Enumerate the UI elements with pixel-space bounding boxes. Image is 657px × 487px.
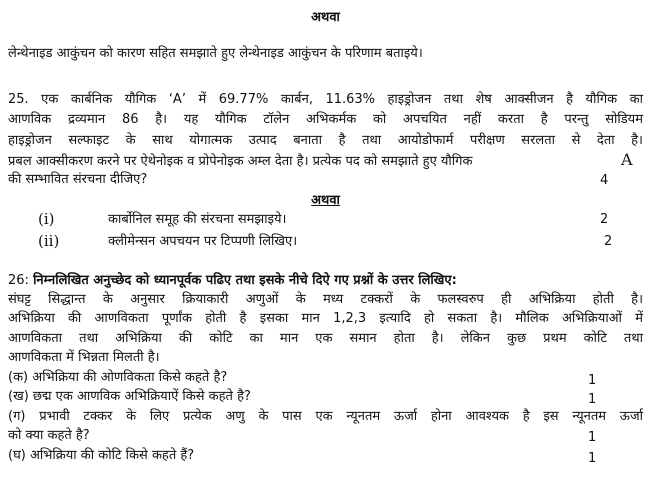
- q26-question-ga-marks: 1: [588, 430, 597, 445]
- q26-question-kha-marks: 1: [588, 392, 597, 407]
- q25-line-1: 25. एक कार्बनिक यौगिक ‘A’ में 69.77% कार्बन, 11.63% हाइड्रोजन तथा शेष आक्सीजन है यौगिक का: [8, 92, 643, 107]
- q26-question-gha-marks: 1: [588, 451, 597, 466]
- q26-passage-line-1: संघट्ट सिद्धान्त के अनुसार क्रियाकारी अणुओं के मध्य टक्करों के फलस्वरुप ही अभिक्रिया होती है।: [8, 292, 643, 307]
- q26-question-ga-line-2: को क्या कहते है?: [8, 428, 90, 443]
- q26-question-ka-marks: 1: [588, 373, 597, 388]
- q26-question-gha: (घ) अभिक्रिया की कोटि किसे कहते हैं?: [8, 448, 195, 463]
- q26-question-ga-line-1: (ग) प्रभावी टक्कर के लिए प्रत्येक अणु के पास एक न्यूनतम ऊर्जा होना आवश्यक है इस न्यूनतम ऊर्जा: [8, 409, 643, 424]
- q25-or-item-2-text: क्लीमेन्सन अपचयन पर टिप्पणी लिखिए।: [108, 234, 298, 249]
- q26-number: 26:: [8, 273, 29, 288]
- q25-line-4: [8, 153, 617, 171]
- q25-or-item-1-num: (i): [38, 210, 55, 228]
- q25-or-item-2-num: (ii): [38, 232, 60, 250]
- q26-header: [8, 272, 643, 290]
- q25-or-item-1-marks: 2: [600, 212, 609, 227]
- q25-marks: 4: [600, 173, 609, 188]
- q26-passage-line-2: अभिक्रिया की आणविकता पूर्णांक होती है इसका मान 1,2,3 इत्यादि हो सकता है। मौलिक अभिक्रियाओं में: [8, 311, 643, 326]
- q25-line-2: आणविक द्रव्यमान 86 है। यह यौगिक टॉलेन अभिकर्मक को अपचयित नहीं करता है परन्तु सोडियम: [8, 112, 643, 127]
- or-heading-q24: अथवा: [311, 10, 340, 25]
- q26-passage-line-3: आणविकता तथा अभिक्रिया की कोटि का मान एक समान होता है। लेकिन कुछ प्रथम कोटि तथा: [8, 331, 643, 346]
- q25-or-item-2-marks: 2: [604, 234, 613, 249]
- q26-question-kha: (ख) छद्म एक आणविक अभिक्रियाऐं किसे कहते है?: [8, 389, 251, 404]
- q25-compound-symbol: A: [621, 150, 633, 169]
- q24-or-text: लेन्थेनाइड आकुंचन को कारण सहित समझाते हुए लेन्थेनाइड आकुंचन के परिणाम बताइये।: [8, 46, 423, 61]
- q25-or-item-1-text: कार्बोनिल समूह की संरचना समझाइये।: [108, 212, 287, 227]
- q26-instruction: निम्नलिखित अनुच्छेद को ध्यानपूर्वक पढिए तथा इसके नीचे दिऐ गए प्रश्नों के उत्तर लिखिए:: [33, 273, 457, 288]
- q25-line-5: की सम्भावित संरचना दीजिए?: [8, 172, 148, 187]
- q25-line-3: हाइड्रोजन सल्फाइट के साथ योगात्मक उत्पाद बनाता है तथा आयोडोफार्म परीक्षण सरलता से देता है।: [8, 133, 643, 148]
- q26-question-ka: (क) अभिक्रिया की ओणविकता किसे कहते है?: [8, 370, 228, 385]
- or-heading-q25: अथवा: [311, 193, 340, 208]
- q25-line-4-text: प्रबल आक्सीकरण करने पर ऐथेनोइक व प्रोपेनोइक अम्ल देता है। प्रत्येक पद को समझाते हुए यौगिक: [8, 154, 473, 169]
- q26-passage-line-4: आणविकता में भिन्नता मिलती है।: [8, 350, 160, 365]
